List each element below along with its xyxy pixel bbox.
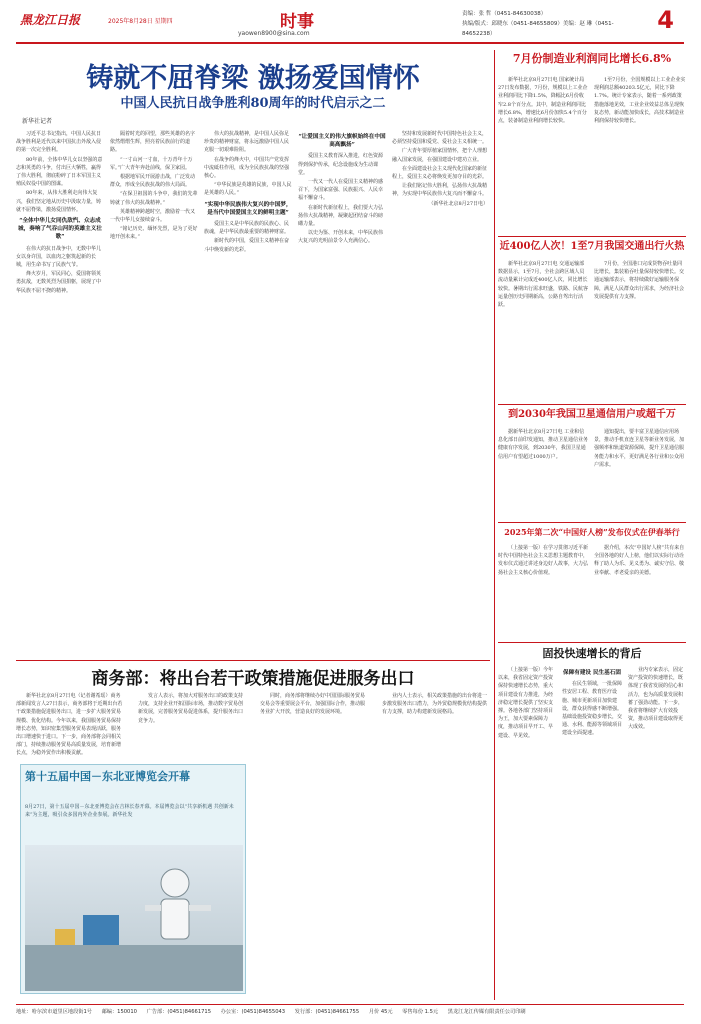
- paragraph: 80年前，全体中华儿女以坚强的意志和英勇的斗争，付出巨大牺牲，赢得了伟大胜利，彻底粉碎了日本军国主义殖民奴役中国的图谋。: [16, 156, 103, 188]
- transport-article: [498, 240, 686, 400]
- contact-line: 责编：张 哲（0451-84630038）: [462, 11, 547, 17]
- article-column-1: [498, 544, 588, 636]
- article-column-3: [260, 692, 368, 992]
- article-title: 近400亿人次！1至7月我国交通出行火热: [499, 241, 685, 252]
- article-column-3: [628, 666, 686, 998]
- good-people-article: [498, 526, 686, 638]
- lead-column-5: [392, 130, 488, 648]
- paragraph: 坚持和发展新时代中国特色社会主义，必须坚持爱国和爱党、爱社会主义相统一。: [392, 131, 488, 146]
- paragraph: “中华民族是英雄的民族，中国人民是英雄的人民。”: [204, 182, 292, 197]
- expo-title: 第十五届中国－东北亚博览会开幕: [25, 770, 190, 783]
- expo-caption: 8月27日，第十五届中国－东北亚博览会在吉林长春开幕。本届博览会以“共享新机遇 共创新未来”为主题，吸引众多国内外企业参展。新华社发: [25, 804, 234, 819]
- expo-photo: [25, 845, 243, 991]
- footer-ad-phone: 广告部：(0451)84661715: [146, 1009, 212, 1015]
- article-title: 到2030年我国卫星通信用户或超千万: [508, 409, 676, 420]
- paragraph: 新华社北京8月27日电 国家统计局27日发布数据，7月份，规模以上工业企业利润同比下降1.5%，降幅比6月份收窄2.8个百分点。其中，制造业利润同比增长6.8%，增速比6月份加快5.4个百分点，装备制造业利润增长较快。: [498, 77, 588, 125]
- service-export-article: [16, 664, 490, 1000]
- robot-illustration-icon: [25, 845, 243, 991]
- paragraph: 根据地军民开展游击战，广泛发动群众，形成全民族抗战的伟大局面。: [110, 174, 196, 189]
- paragraph: 在全面建设社会主义现代化国家的新征程上，爱国主义必将焕发更加夺目的光彩。: [392, 165, 488, 181]
- article-column-1: [498, 666, 556, 998]
- paragraph: 爱国主义是中华民族的民族心、民族魂，是中华民族最重要的精神财富。: [204, 221, 290, 236]
- section-subhead: 保障有建设 民生基石固: [563, 670, 621, 676]
- article-title: 2025年第二次“中国好人榜”发布仪式在伊春举行: [504, 527, 680, 537]
- paragraph: 同时，商务部将继续办好中国国际服务贸易交易会等重要展会平台，加强国际合作，推动服务业扩大开放，营造良好的发展环境。: [260, 693, 366, 716]
- article-title: 固投快速增长的背后: [542, 647, 642, 660]
- footer-price: 月价 45元: [368, 1009, 393, 1015]
- paragraph: 在新时代新征程上，我们要大力弘扬伟大抗战精神，凝聚起团结奋斗的磅礴力量。: [298, 204, 384, 228]
- paragraph: 在战争的烽火中，中国共产党发挥中流砥柱作用，成为全民族抗战的坚强核心。: [204, 156, 290, 180]
- paragraph: （上接第一版）今年以来，我省固定资产投资保持快速增长态势，重大项目建设有力推进，为经济稳定增长提供了坚实支撑。各地各部门坚持项目为王，加大要素保障力度，推动项目早开工、早建设、早见效。: [498, 667, 554, 739]
- footer-printer: 黑龙江龙江传媒有限责任公司印刷: [447, 1009, 526, 1015]
- section-subhead: “实现中华民族伟大复兴的中国梦，是当代中国爱国主义的鲜明主题”: [204, 201, 292, 216]
- article-column-2: [562, 666, 622, 998]
- footer-address: 地址：哈尔滨市道里区地段街1号: [16, 1009, 92, 1015]
- article-column-2: [594, 76, 686, 230]
- article-column-2: [594, 544, 686, 636]
- manufacturing-profit-article: [498, 52, 686, 232]
- satellite-article: [498, 408, 686, 518]
- paragraph: 新时代的中国，爱国主义精神在奋斗中焕发新的光彩。: [204, 238, 290, 253]
- paragraph: 业内人士表示，相关政策措施的出台将进一步激发服务出口潜力，为外贸稳规模优结构提供有力支撑，助力构建新发展格局。: [382, 693, 488, 716]
- footer-rule: [16, 1004, 684, 1005]
- article-column-1: [498, 76, 588, 230]
- lead-column-2: [110, 130, 198, 648]
- footer-retail-price: 零售每份 1.5元: [402, 1009, 439, 1015]
- column-divider: [494, 50, 495, 1000]
- article-title: 7月份制造业利润同比增长6.8%: [512, 52, 672, 65]
- paragraph: 英雄精神跨越时空，激励着一代又一代中华儿女接续奋斗。: [110, 208, 196, 224]
- lead-article: [16, 52, 490, 652]
- section-email: yaowen8900@sina.com: [238, 30, 310, 37]
- article-title: 商务部：将出台若干政策措施促进服务出口: [91, 669, 415, 689]
- footer: [16, 1008, 684, 1018]
- paragraph: 新华社北京8月27日电 交通运输部数据显示，1至7月，全社会跨区域人员流动量累计完成近400亿人次，同比增长较快。暑期出行需求旺盛，铁路、民航客运量创历史同期新高，公路自驾出行活跃。: [498, 261, 588, 309]
- paragraph: 在民生领域，一批保障性安居工程、教育医疗设施、城市更新项目加快建设，群众获得感不断增强。基础设施投资稳步增长，交通、水利、能源等领域项目建设全面提速。: [562, 681, 622, 737]
- section-rule: [498, 236, 686, 237]
- lead-column-1: [16, 130, 104, 648]
- newspaper-logo: 黑龙江日报: [20, 13, 81, 27]
- article-column-1: [498, 428, 588, 516]
- paragraph: 据介绍，本次“中国好人榜”共有来自全国各地的好人上榜，他们以实际行动诠释了助人为乐、见义勇为、诚实守信、敬业奉献、孝老爱亲的美德。: [594, 545, 685, 576]
- article-column-1: [16, 692, 124, 762]
- section-subhead: “让爱国主义的伟大旗帜始终在中国高高飘扬”: [298, 134, 386, 149]
- lead-column-3: [204, 130, 292, 648]
- paragraph: 以史为鉴、开创未来，中华民族伟大复兴的光明前景令人充满信心。: [298, 230, 384, 245]
- section-name: 时事: [280, 12, 314, 32]
- page-number: 4: [657, 6, 674, 34]
- lead-byline: 新华社记者: [22, 118, 53, 125]
- paragraph: 广大青年要厚植家国情怀，把个人理想融入国家发展，在强国建设中建功立业。: [392, 148, 488, 163]
- paragraph: 80年来，从伟大胜利走向伟大复兴，我们坚定地从历史中汲取力量，铸就不屈脊梁，激扬爱国情怀。: [16, 190, 102, 213]
- paragraph: 烽火岁月，军民同心，爱国将领英勇抗敌，无数英烈为国捐躯，展现了中华民族不屈不挠的精神。: [16, 271, 102, 294]
- footer-office-phone: 办公室：(0451)84655043: [220, 1009, 286, 1015]
- paragraph: 隔着时光的回望，那些英雄的名字依然熠熠生辉，照亮着民族前行的道路。: [110, 131, 196, 154]
- article-column-1: [498, 260, 588, 398]
- footer-distribution-phone: 发行部：(0451)84661755: [294, 1009, 360, 1015]
- paragraph: 1至7月份，全国规模以上工业企业实现利润总额40203.5亿元，同比下降1.7%。统计专家表示，随着一系列政策措施落地见效，工业企业效益总体呈现恢复态势，新动能加快成长，高技术制造业利润保持较快增长。: [594, 77, 686, 125]
- article-column-2: [594, 260, 686, 398]
- paragraph: 7月份，全国港口完成货物吞吐量同比增长，集装箱吞吐量保持较快增长。交通运输部表示，将持续做好运输服务保障，满足人民群众出行需求，为经济社会发展提供有力支撑。: [594, 261, 685, 300]
- expo-box: [20, 764, 246, 994]
- paragraph: （上接第一版）在学习贯彻习近平新时代中国特色社会主义思想主题教育中，发布仪式通过讲述身边好人故事，大力弘扬社会主义核心价值观。: [498, 545, 588, 576]
- article-column-2: [594, 428, 686, 516]
- paragraph: 一代又一代人在爱国主义精神的感召下，为国家富强、民族振兴、人民幸福不懈奋斗。: [298, 179, 384, 202]
- paragraph: 爱国主义教育深入推进，红色资源得到保护传承，纪念设施成为生动课堂。: [298, 153, 384, 176]
- paragraph: 据新华社北京8月27日电 工业和信息化部日前印发通知，推动卫星通信业务健康有序发展，到2030年，我国卫星通信用户有望超过1000万户。: [498, 429, 588, 460]
- lead-subtitle: 中国人民抗日战争胜利80周年的时代启示之二: [120, 96, 386, 111]
- lead-column-4: [298, 130, 386, 648]
- paragraph: 新华社北京8月27日电（记者谢希瑶）商务部新闻发言人27日表示，商务部将于近期出台若干政策措施促进服务出口，进一步扩大服务贸易规模、优化结构。今年以来，我国服务贸易保持增长态势，知识密集型服务贸易表现活跃，服务出口增速快于进口。下一步，商务部将会同相关部门，持续推动服务贸易高质量发展，培育新增长点，为稳外贸作出积极贡献。: [16, 693, 123, 757]
- lead-title: 铸就不屈脊梁 激扬爱国情怀: [86, 63, 420, 94]
- paragraph: 发言人表示，将加大对服务出口的政策支持力度，支持企业开拓国际市场，推动数字贸易创新发展，完善服务贸易促进体系，提升服务出口竞争力。: [138, 693, 244, 724]
- editor-contacts: [462, 9, 642, 39]
- section-rule: [498, 642, 686, 643]
- section-rule: [16, 660, 490, 661]
- paragraph: 让我们铭记伟大胜利，弘扬伟大抗战精神，为实现中华民族伟大复兴而不懈奋斗。: [392, 183, 488, 198]
- paragraph: “铭记历史、缅怀先烈，是为了更好地开创未来。”: [110, 226, 198, 241]
- contact-line: 执编/版式：邱晓东（0451-84655809）美编：赵 琳（0451-84652238）: [462, 21, 614, 37]
- fixed-investment-article: [498, 646, 686, 1000]
- paragraph: 在伟大的抗日战争中，无数中华儿女以身许国，以血肉之躯筑起新的长城，用生命书写了民族气节。: [16, 245, 102, 269]
- paragraph: 业内专家表示，固定资产投资的快速增长，既体现了我省发展的信心和活力，也为高质量发展积蓄了强劲动能。下一步，我省将继续扩大有效投资，推动项目建设取得更大成效。: [628, 667, 684, 731]
- section-rule: [498, 404, 686, 405]
- masthead: [16, 6, 684, 42]
- paragraph: 通知提出，要丰富卫星通信应用场景，推动手机直连卫星等新业务发展，加强频率和轨道资源保障，提升卫星通信服务能力和水平，更好满足各行业和公众用户需求。: [594, 429, 685, 468]
- issue-date: 2025年8月28日 星期四: [108, 18, 173, 25]
- paragraph: （新华社北京8月27日电）: [428, 200, 488, 207]
- paragraph: 伟大的抗战精神，是中国人民弥足珍贵的精神财富，将永远激励中国人民克服一切艰难险阻。: [204, 131, 290, 154]
- paragraph: “在保卫祖国的斗争中，我们的先辈铸就了伟大的抗战精神。”: [110, 191, 198, 206]
- footer-zip: 邮编：150010: [101, 1009, 137, 1015]
- paragraph: 习近平总书记指出，中国人民抗日战争胜利是近代以来中国抗击外敌入侵的第一次完全胜利。: [16, 131, 102, 154]
- section-rule: [498, 522, 686, 523]
- article-column-4: [382, 692, 490, 992]
- header-rule: [16, 42, 684, 44]
- paragraph: “一寸山河一寸血，十万青年十万军。”广大青年奔赴前线，保卫家园。: [110, 156, 193, 171]
- section-subhead: “全体中华儿女同仇敌忾、众志成城，奏响了气吞山河的英雄主义壮歌”: [18, 218, 102, 241]
